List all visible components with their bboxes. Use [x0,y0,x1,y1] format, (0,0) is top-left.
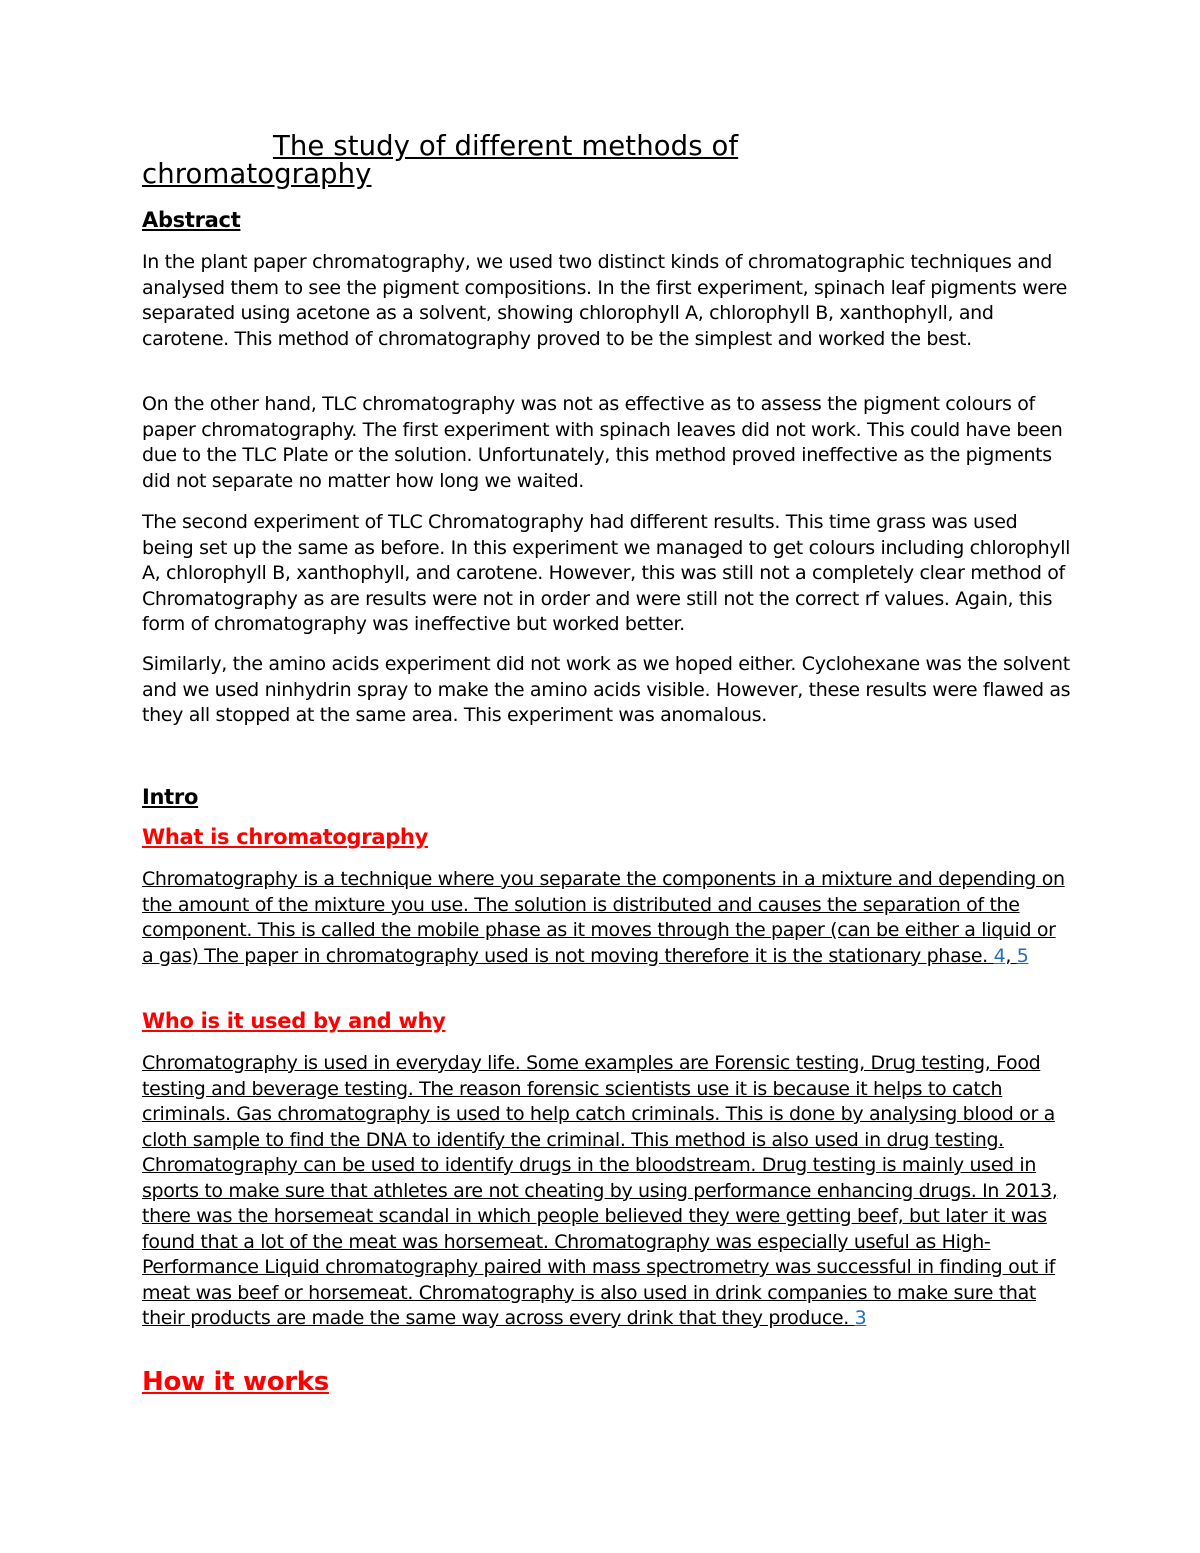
abstract-paragraph-2: On the other hand, TLC chromatography was not as effective as to assess the pigment colours of paper chromatography. The first experiment with spinach leaves did not work. This could have been due to the TLC Plate or the solution. Unfortunately, this method proved ineffective as the pigments did not separate no matter how long we waited. [142,393,1063,492]
abstract-paragraph-3: The second experiment of TLC Chromatography had different results. This time grass was used being set up the same as before. In this experiment we managed to get colours including chlorophyll A, chlorophyll B, xanthophyll, and carotene. However, this was still not a completely clear method of Chromatography as are results were not in order and were still not the correct rf values. Again, this form of chromatography was ineffective but worked better. [142,511,1071,635]
who-uses-heading: Who is it used by and why [142,1009,446,1033]
abstract-heading: Abstract [142,208,241,232]
intro-heading: Intro [142,785,199,809]
reference-separator: , [1005,944,1017,967]
reference-link-5[interactable]: 5 [1016,944,1029,967]
reference-link-4[interactable]: 4 [993,944,1006,967]
reference-link-3[interactable]: 3 [854,1307,867,1329]
abstract-paragraph-1: In the plant paper chromatography, we used two distinct kinds of chromatographic techniques and analysed them to see the pigment compositions. In the first experiment, spinach leaf pigments were separated using acetone as a solvent, showing chlorophyll A, chlorophyll B, xanthophyll, and carotene. This method of chromatography proved to be the simplest and worked the best. [142,251,1067,350]
abstract-paragraph-4: Similarly, the amino acids experiment did not work as we hoped either. Cyclohexane was the solvent and we used ninhydrin spray to make the amino acids visible. However, these results were flawed as they all stopped at the same area. This experiment was anomalous. [142,653,1071,726]
who-uses-paragraph [142,1051,1072,1332]
how-it-works-heading: How it works [142,1367,329,1397]
who-uses-text: Chromatography is used in everyday life. Some examples are Forensic testing, Drug testing, Food testing and beverage testing. The reason forensic scientists use it is because it helps to catch criminals. Gas chromatography is used to help catch criminals. This is done by analysing blood or a cloth sample to find the DNA to identify the criminal. This method is also used in drug testing. Chromatography can be used to identify drugs in the bloodstream. Drug testing is mainly used in sports to make sure that athletes are not cheating by using performance enhancing drugs. In 2013, there was the horsemeat scandal in which people believed they were getting beef, but later it was found that a lot of the meat was horsemeat. Chromatography was especially useful as High-Performance Liquid chromatography paired with mass spectrometry was successful in finding out if meat was beef or horsemeat. Chromatography is also used in drink companies to make sure that their products are made the same way across every drink that they produce. [142,1052,1058,1329]
what-is-text: Chromatography is a technique where you separate the components in a mixture and depending on the amount of the mixture you use. The solution is distributed and causes the separation of the component. This is called the mobile phase as it moves through the paper (can be either a liquid or a gas) The paper in chromatography used is not moving therefore it is the stationary phase. [142,868,1065,967]
what-is-paragraph [142,867,1072,969]
what-is-heading: What is chromatography [142,825,428,849]
document-title: The study of different methods of chromatography [142,130,739,190]
